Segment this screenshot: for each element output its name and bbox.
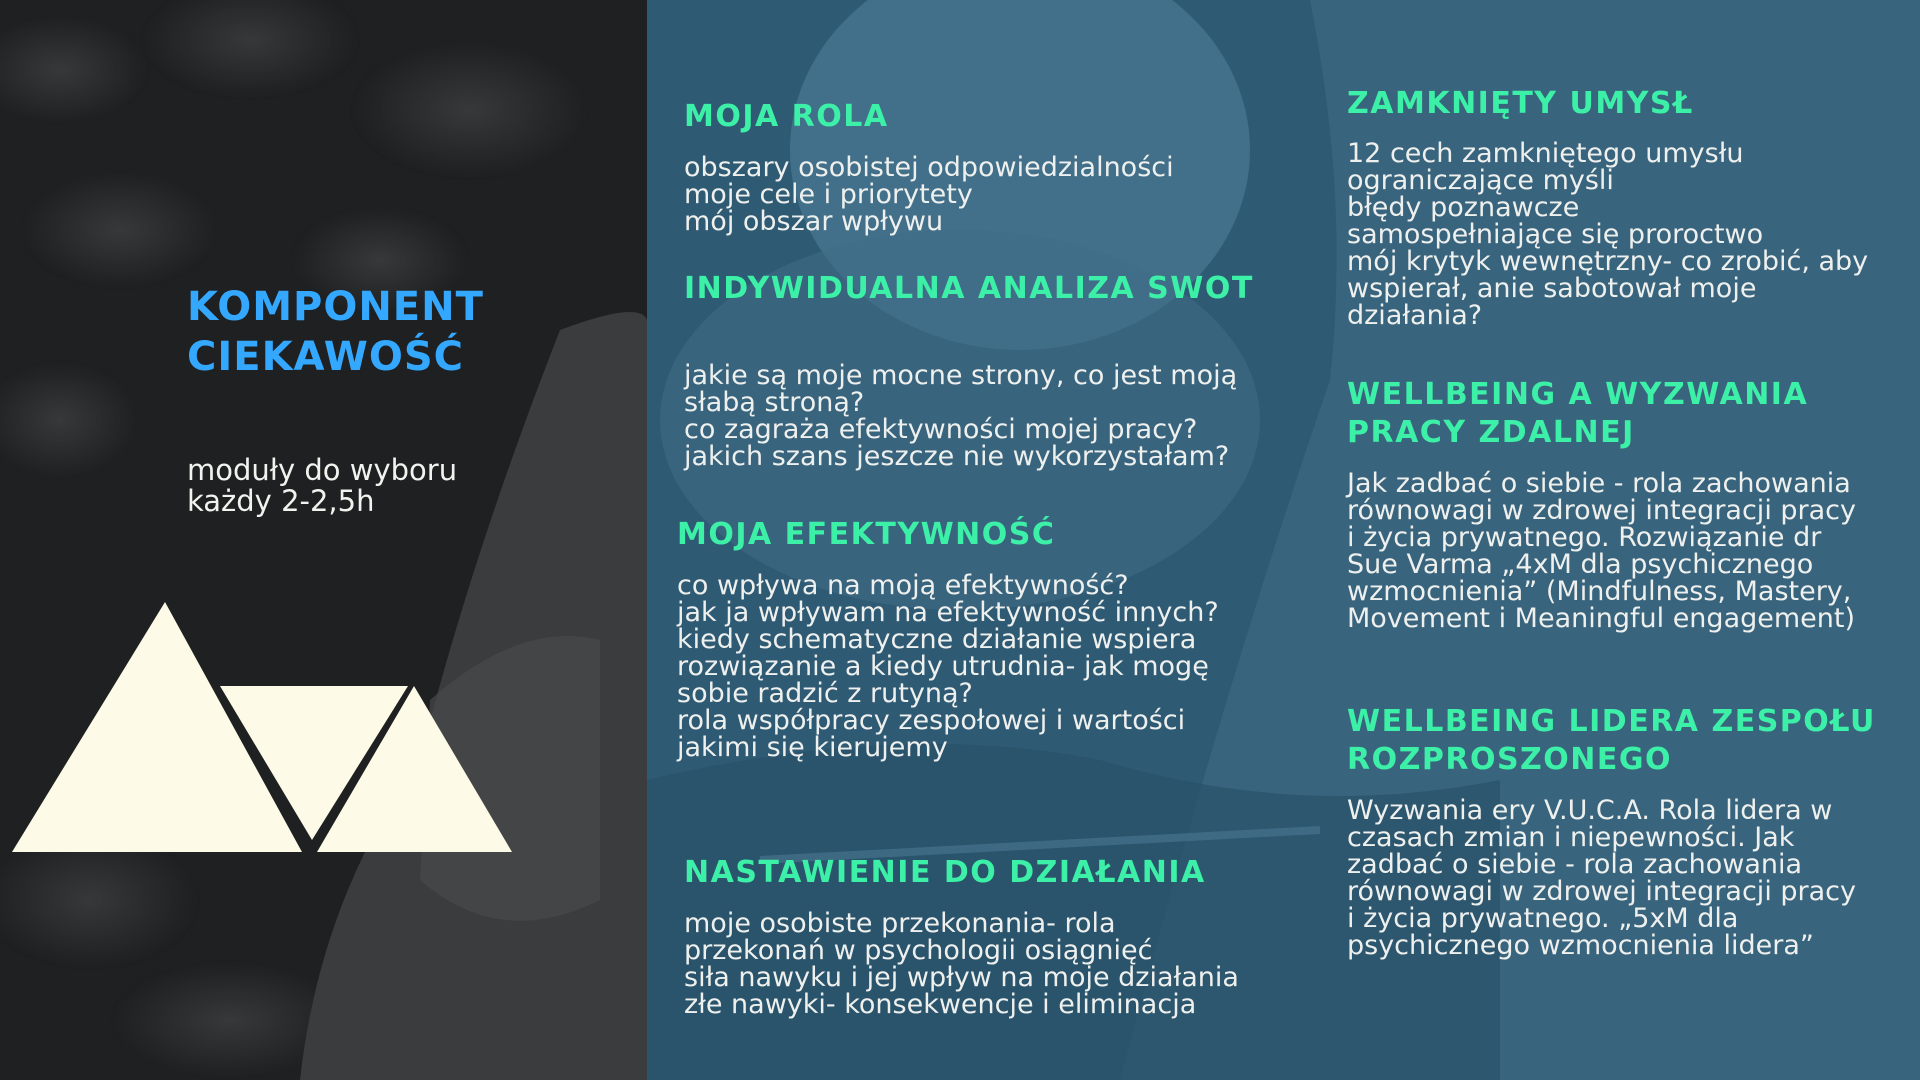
- body-line: jakich szans jeszcze nie wykorzystałam?: [684, 441, 1230, 472]
- section-heading: WELLBEING A WYZWANIA: [1347, 377, 1809, 412]
- body-line: jak ja wpływam na efektywność innych?: [677, 597, 1219, 628]
- body-line: jakimi się kierujemy: [677, 732, 948, 763]
- body-line: ograniczające myśli: [1347, 165, 1614, 196]
- section-body: [1347, 470, 1856, 632]
- section-nastawienie: [684, 854, 1239, 1018]
- body-line: i życia prywatnego. Rozwiązanie dr: [1347, 522, 1822, 553]
- section-wellbeing-zdalna: [1347, 376, 1856, 632]
- body-line: równowagi w zdrowej integracji pracy: [1347, 495, 1857, 526]
- body-line: wspierał, anie sabotował moje: [1347, 273, 1757, 304]
- body-line: 12 cech zamkniętego umysłu: [1347, 138, 1744, 169]
- body-line: Sue Varma „4xM dla psychicznego: [1347, 549, 1814, 580]
- body-line: błędy poznawcze: [1347, 192, 1580, 223]
- body-line: wzmocnienia” (Mindfulness, Mastery,: [1347, 576, 1852, 607]
- component-title: [187, 282, 484, 382]
- body-line: i życia prywatnego. „5xM dla: [1347, 903, 1739, 934]
- body-line: złe nawyki- konsekwencje i eliminacja: [684, 989, 1197, 1020]
- section-heading: MOJA ROLA: [684, 99, 889, 134]
- section-body: [1347, 797, 1876, 959]
- section-swot: [684, 270, 1254, 470]
- body-line: obszary osobistej odpowiedzialności: [684, 152, 1174, 183]
- module-subtitle: [187, 455, 457, 517]
- body-line: co zagraża efektywności mojej pracy?: [684, 414, 1198, 445]
- subtitle-line: moduły do wyboru: [187, 453, 458, 487]
- body-line: słabą stroną?: [684, 387, 865, 418]
- body-line: rozwiązanie a kiedy utrudnia- jak mogę: [677, 651, 1209, 682]
- section-heading: MOJA EFEKTYWNOŚĆ: [677, 517, 1056, 552]
- section-moja-rola: [684, 98, 1174, 235]
- body-line: mój krytyk wewnętrzny- co zrobić, aby: [1347, 246, 1869, 277]
- body-line: samospełniające się proroctwo: [1347, 219, 1764, 250]
- body-line: równowagi w zdrowej integracji pracy: [1347, 876, 1857, 907]
- body-line: moje osobiste przekonania- rola: [684, 908, 1116, 939]
- body-line: zadbać o siebie - rola zachowania: [1347, 849, 1803, 880]
- body-line: Jak zadbać o siebie - rola zachowania: [1347, 468, 1851, 499]
- section-body: [1347, 140, 1868, 329]
- body-line: moje cele i priorytety: [684, 179, 973, 210]
- section-heading: PRACY ZDALNEJ: [1347, 415, 1635, 450]
- section-body: [684, 910, 1239, 1018]
- section-zamkniety-umysl: [1347, 85, 1868, 329]
- section-heading: NASTAWIENIE DO DZIAŁANIA: [684, 855, 1206, 890]
- section-heading: INDYWIDUALNA ANALIZA SWOT: [684, 271, 1254, 306]
- section-heading: ROZPROSZONEGO: [1347, 742, 1673, 777]
- body-line: mój obszar wpływu: [684, 206, 944, 237]
- title-line: CIEKAWOŚĆ: [187, 334, 465, 380]
- section-body: [684, 362, 1254, 470]
- body-line: przekonań w psychologii osiągnięć: [684, 935, 1153, 966]
- section-efektywnosc: [677, 516, 1219, 761]
- section-body: [684, 154, 1174, 235]
- body-line: sobie radzić z rutyną?: [677, 678, 973, 709]
- body-line: rola współpracy zespołowej i wartości: [677, 705, 1186, 736]
- body-line: Wyzwania ery V.U.C.A. Rola lidera w: [1347, 795, 1833, 826]
- body-line: kiedy schematyczne działanie wspiera: [677, 624, 1197, 655]
- subtitle-line: każdy 2-2,5h: [187, 484, 375, 518]
- section-heading: WELLBEING LIDERA ZESPOŁU: [1347, 704, 1876, 739]
- body-line: siła nawyku i jej wpływ na moje działania: [684, 962, 1239, 993]
- section-heading: ZAMKNIĘTY UMYSŁ: [1347, 86, 1694, 121]
- body-line: psychicznego wzmocnienia lidera”: [1347, 930, 1814, 961]
- body-line: co wpływa na moją efektywność?: [677, 570, 1129, 601]
- body-line: działania?: [1347, 300, 1483, 331]
- body-line: czasach zmian i niepewności. Jak: [1347, 822, 1795, 853]
- section-body: [677, 572, 1219, 761]
- section-wellbeing-lidera: [1347, 703, 1876, 959]
- body-line: jakie są moje mocne strony, co jest moją: [684, 360, 1238, 391]
- title-line: KOMPONENT: [187, 284, 484, 330]
- mountains-icon: [10, 600, 520, 860]
- body-line: Movement i Meaningful engagement): [1347, 603, 1856, 634]
